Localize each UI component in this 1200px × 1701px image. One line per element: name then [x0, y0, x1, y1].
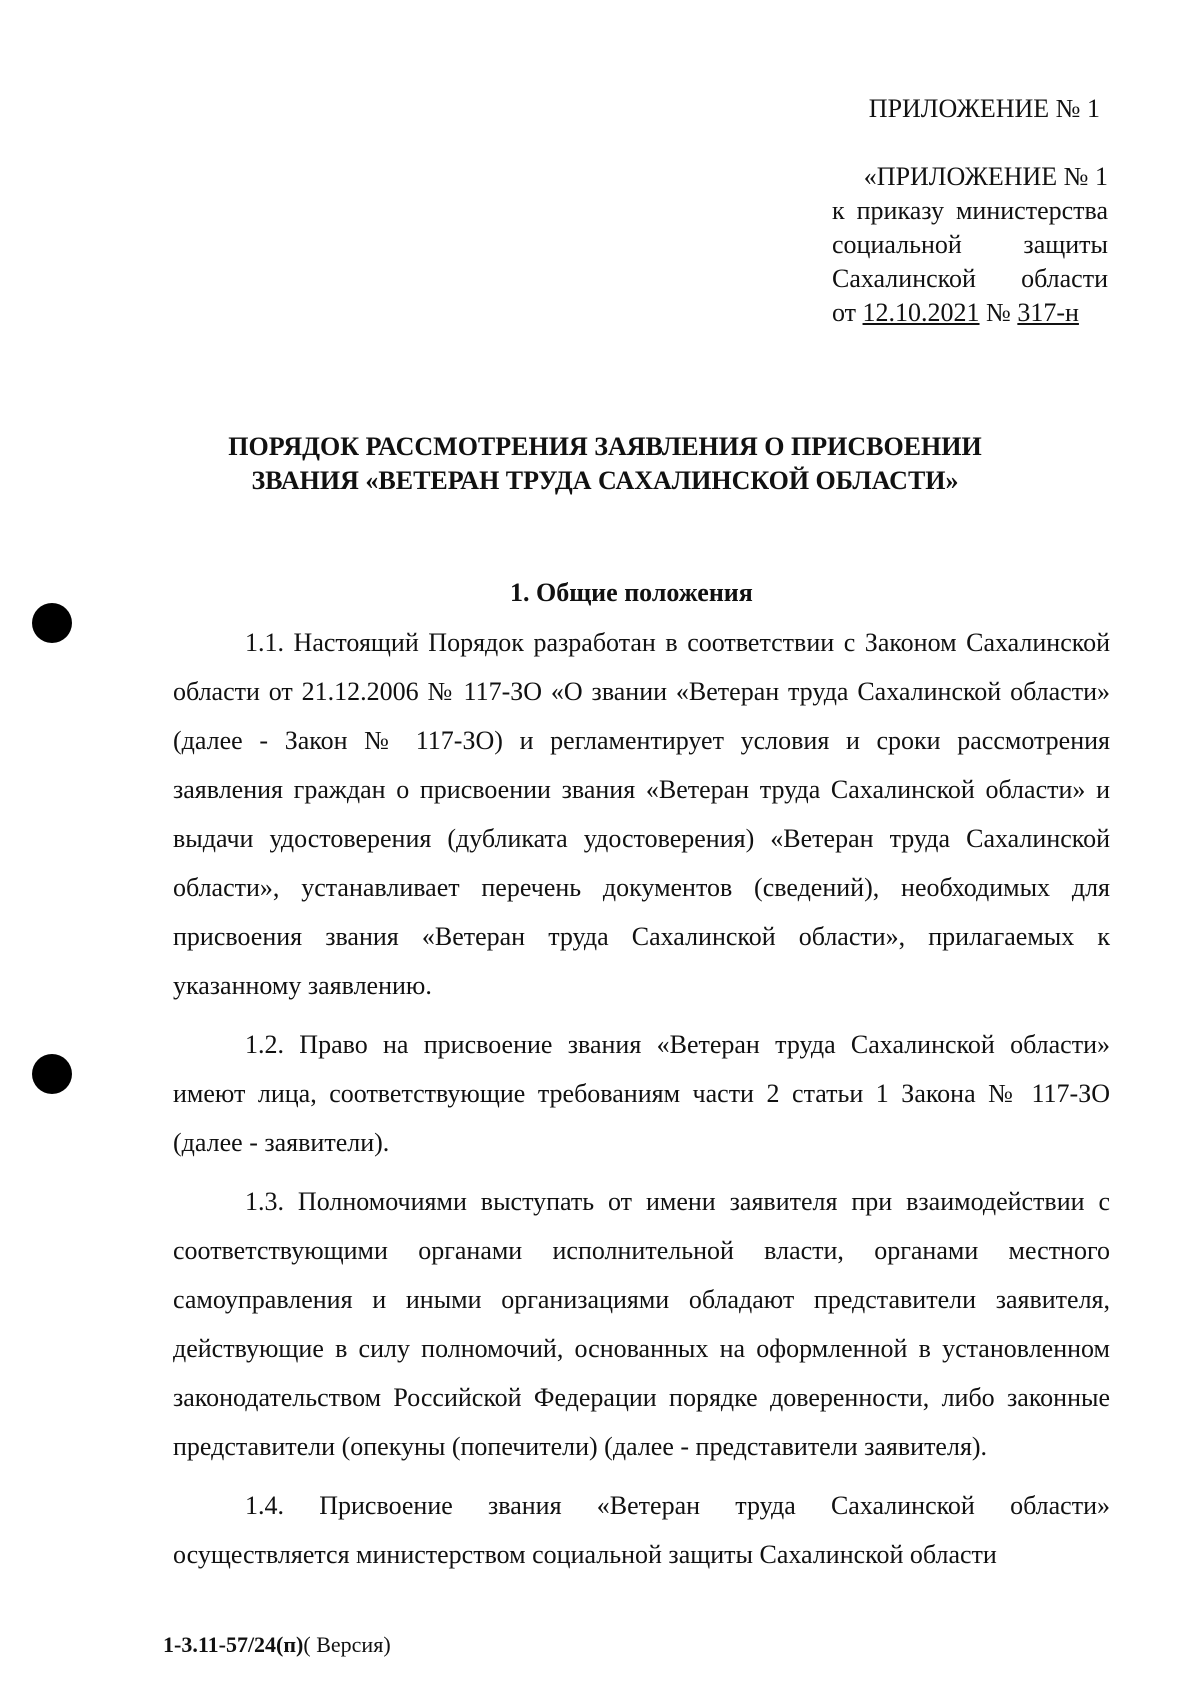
- annex-reference-line: социальной защиты: [832, 230, 1108, 259]
- order-number: 317-н: [1017, 298, 1079, 327]
- document-title: [150, 430, 1060, 498]
- order-date-number-line: [832, 296, 1108, 330]
- annex-label: ПРИЛОЖЕНИЕ № 1: [868, 94, 1100, 123]
- paragraph: 1.1. Настоящий Порядок разработан в соответствии с Законом Сахалинской области от 21.12.2006 № 117-ЗО «О звании «Ветеран труда Сахалинской области» (далее - Закон № 117-ЗО) и регламентирует условия и сроки рассмотрения заявления граждан о присвоении звания «Ветеран труда Сахалинской области» и выдачи удостоверения (дубликата удостоверения) «Ветеран труда Сахалинской области», устанавливает перечень документов (сведений), необходимых для присвоения звания «Ветеран труда Сахалинской области», прилагаемых к указанному заявлению.: [173, 628, 1110, 1000]
- date-prefix: от: [832, 298, 863, 327]
- paragraph: 1.2. Право на присвоение звания «Ветеран труда Сахалинской области» имеют лица, соответствующие требованиям части 2 статьи 1 Закона № 117-ЗО (далее - заявители).: [173, 1030, 1110, 1157]
- section-heading: 1. Общие положения: [510, 578, 753, 607]
- annex-reference-line: Сахалинской области: [832, 264, 1108, 293]
- document-title-line: ПОРЯДОК РАССМОТРЕНИЯ ЗАЯВЛЕНИЯ О ПРИСВОЕНИИ: [228, 432, 982, 461]
- paragraph: 1.3. Полномочиями выступать от имени заявителя при взаимодействии с соответствующими органами исполнительной власти, органами местного самоуправления и иными организациями обладают представители заявителя, действующие в силу полномочий, основанных на оформленной в установленном законодательством Российской Федерации порядке доверенности, либо законные представители (опекуны (попечители) (далее - представители заявителя).: [173, 1187, 1110, 1461]
- punch-hole-bottom: [32, 1054, 72, 1094]
- document-footer: [163, 1632, 391, 1658]
- paragraph: 1.4. Присвоение звания «Ветеран труда Сахалинской области» осуществляется министерством социальной защиты Сахалинской области: [173, 1491, 1110, 1569]
- document-version: ( Версия): [303, 1632, 391, 1657]
- order-date: 12.10.2021: [862, 298, 980, 327]
- annex-reference-line: «ПРИЛОЖЕНИЕ № 1: [863, 162, 1108, 191]
- punch-hole-top: [32, 603, 72, 643]
- document-title-line: ЗВАНИЯ «ВЕТЕРАН ТРУДА САХАЛИНСКОЙ ОБЛАСТИ»: [251, 466, 959, 495]
- document-code: 1-3.11-57/24(п): [163, 1632, 304, 1657]
- annex-reference-line: к приказу министерства: [832, 196, 1108, 225]
- annex-reference-block: [832, 160, 1108, 330]
- number-prefix: №: [979, 298, 1018, 327]
- document-body: [173, 618, 1110, 1579]
